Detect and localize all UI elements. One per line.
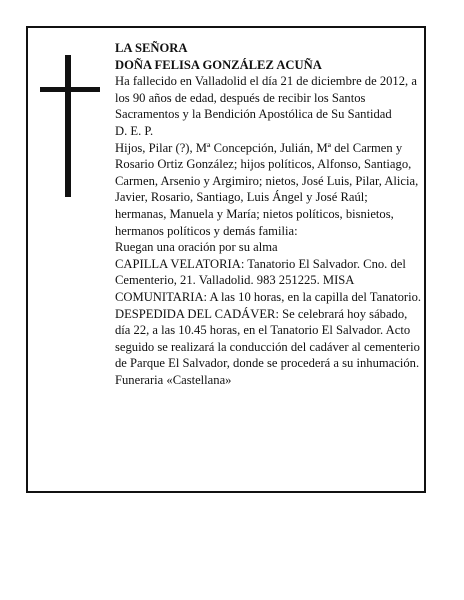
cross-vertical-bar	[65, 55, 71, 197]
prayer-request: Ruegan una oración por su alma	[115, 240, 278, 255]
death-announcement: Ha fallecido en Valladolid el día 21 de diciembre de 2012, a los 90 años de edad, después de recibir los Santos Sacramentos y la Bendición Apostólica de Su Santidad	[115, 74, 417, 122]
family-list: Hijos, Pilar (?), Mª Concepción, Julián, Mª del Carmen y Rosario Ortiz González; hijos políticos, Alfonso, Santiago, Carmen, Arsenio y Argimiro; nietos, José Luis, Pilar, Alicia, Javier, Rosario, Santiago, Luis Ángel y José Raúl; hermanas, Manuela y María; nietos políticos, bisnietos, hermanos políticos y demás familia:	[115, 140, 419, 238]
honorific: LA SEÑORA	[115, 41, 188, 55]
farewell-info: DESPEDIDA DEL CADÁVER: Se celebrará hoy sábado, día 22, a las 10.45 horas, en el Tanatorio El Salvador. Acto seguido se realizará la conducción del cadáver al cementerio de Parque El Salvador, donde se procederá a su inhumación.	[115, 306, 420, 371]
obituary-text	[115, 40, 421, 388]
latin-cross-icon	[40, 55, 100, 197]
funeral-home: Funeraria «Castellana»	[115, 372, 232, 387]
chapel-info: CAPILLA VELATORIA: Tanatorio El Salvador. Cno. del Cementerio, 21. Valladolid. 983 251225. MISA COMUNITARIA: A las 10 horas, en la capilla del Tanatorio.	[115, 256, 422, 304]
deceased-name: DOÑA FELISA GONZÁLEZ ACUÑA	[115, 57, 322, 72]
dep-line: D. E. P.	[115, 123, 154, 138]
obituary-notice	[26, 26, 426, 493]
cross-horizontal-bar	[40, 87, 100, 92]
